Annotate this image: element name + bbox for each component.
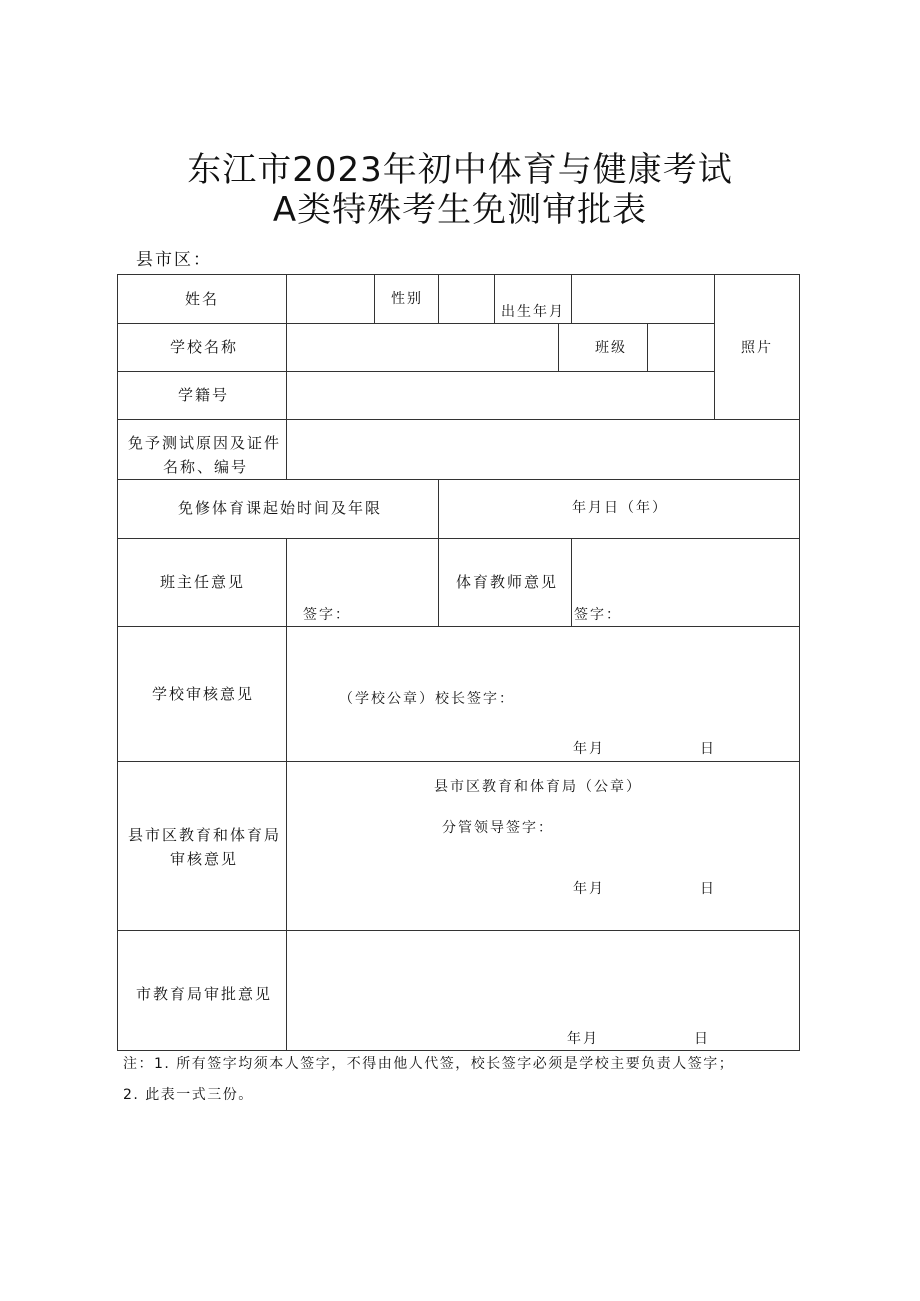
school-review-date-ym: 年月 xyxy=(573,741,605,757)
school-seal-signature: （学校公章）校长签字： xyxy=(339,691,515,707)
form-title-line1: 东江市2023年初中体育与健康考试 xyxy=(187,150,733,190)
county-review-date-ym: 年月 xyxy=(573,881,605,897)
exempt-reason-label-2: 名称、编号 xyxy=(163,458,249,476)
note-line-2: 2. 此表一式三份。 xyxy=(123,1087,254,1103)
city-approval-date-day: 日 xyxy=(694,1031,710,1047)
form-title-line2: A类特殊考生免测审批表 xyxy=(272,190,648,230)
head-teacher-opinion-label: 班主任意见 xyxy=(160,573,246,591)
student-id-label: 学籍号 xyxy=(178,386,230,404)
exempt-reason-label-1: 免予测试原因及证件 xyxy=(128,434,282,452)
gender-label: 性别 xyxy=(391,291,423,307)
school-review-label: 学校审核意见 xyxy=(152,685,255,703)
birth-label: 出生年月 xyxy=(501,304,565,320)
district-label: 县市区： xyxy=(136,250,212,270)
head-teacher-signature: 签字： xyxy=(303,607,351,623)
leader-signature-text: 分管领导签字： xyxy=(442,820,554,836)
school-review-date-day: 日 xyxy=(700,741,716,757)
county-review-label-1: 县市区教育和体育局 xyxy=(128,826,282,844)
pe-teacher-signature: 签字： xyxy=(574,607,622,623)
city-approval-label: 市教育局审批意见 xyxy=(136,985,273,1003)
school-name-label: 学校名称 xyxy=(170,338,239,356)
photo-label: 照片 xyxy=(741,340,773,356)
exempt-date-text: 年月日（年） xyxy=(572,500,668,516)
city-approval-date-ym: 年月 xyxy=(567,1031,599,1047)
county-seal-text: 县市区教育和体育局（公章） xyxy=(434,779,642,795)
exempt-period-label: 免修体育课起始时间及年限 xyxy=(178,499,383,517)
pe-teacher-opinion-label: 体育教师意见 xyxy=(456,573,559,591)
note-line-1: 注：1. 所有签字均须本人签字，不得由他人代签，校长签字必须是学校主要负责人签字； xyxy=(123,1056,735,1072)
county-review-date-day: 日 xyxy=(700,881,716,897)
county-review-label-2: 审核意见 xyxy=(170,850,239,868)
class-label: 班级 xyxy=(595,340,627,356)
name-label: 姓名 xyxy=(185,290,220,308)
